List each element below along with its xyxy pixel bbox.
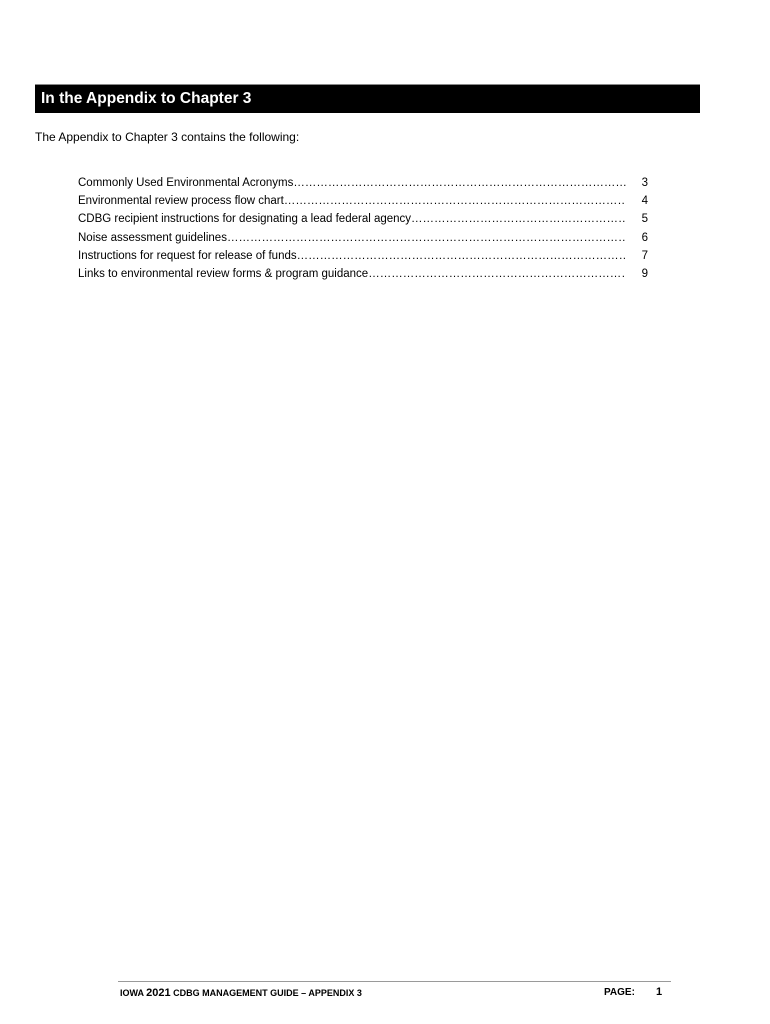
toc-dot-leader: [284, 195, 626, 207]
toc-item[interactable]: [78, 213, 648, 231]
footer-page-number: 1: [656, 986, 663, 998]
toc-item[interactable]: [78, 232, 648, 250]
toc-item-label: Noise assessment guidelines: [78, 231, 227, 244]
footer-page-label: PAGE:: [604, 987, 635, 998]
section-title: In the Appendix to Chapter 3: [41, 90, 252, 107]
toc-dot-leader: [293, 177, 626, 189]
toc-item[interactable]: [78, 268, 648, 286]
footer-title-suffix: CDBG MANAGEMENT GUIDE – APPENDIX 3: [170, 988, 362, 998]
footer-document-title: [120, 987, 362, 999]
toc-dot-leader: [297, 250, 626, 262]
toc-item-page: 6: [641, 231, 648, 244]
toc-item-label: Instructions for request for release of funds: [78, 249, 297, 262]
toc-dot-leader: [411, 213, 626, 225]
toc-item-page: 9: [641, 267, 648, 280]
toc-dot-leader: [368, 268, 626, 280]
toc-item-label: Commonly Used Environmental Acronyms: [78, 177, 294, 189]
section-header-bar: [35, 84, 700, 113]
footer-year: 2021: [146, 987, 171, 999]
toc-item-page: 5: [641, 213, 648, 226]
toc-item-label: Environmental review process flow chart: [78, 195, 284, 208]
intro-text: The Appendix to Chapter 3 contains the following:: [35, 130, 300, 144]
toc-item[interactable]: [78, 250, 648, 268]
toc-item-label: CDBG recipient instructions for designating a lead federal agency: [78, 213, 412, 226]
toc-item[interactable]: [78, 195, 648, 213]
toc-item-page: 4: [641, 195, 648, 208]
footer-divider: [118, 981, 671, 982]
table-of-contents: [78, 177, 648, 286]
toc-item-label: Links to environmental review forms & program guidance: [78, 267, 369, 280]
toc-dot-leader: [227, 232, 626, 244]
toc-item-page: 7: [641, 249, 648, 262]
toc-item-page: 3: [641, 177, 648, 189]
footer-title-prefix: IOWA: [120, 988, 147, 998]
toc-item[interactable]: [78, 177, 648, 195]
